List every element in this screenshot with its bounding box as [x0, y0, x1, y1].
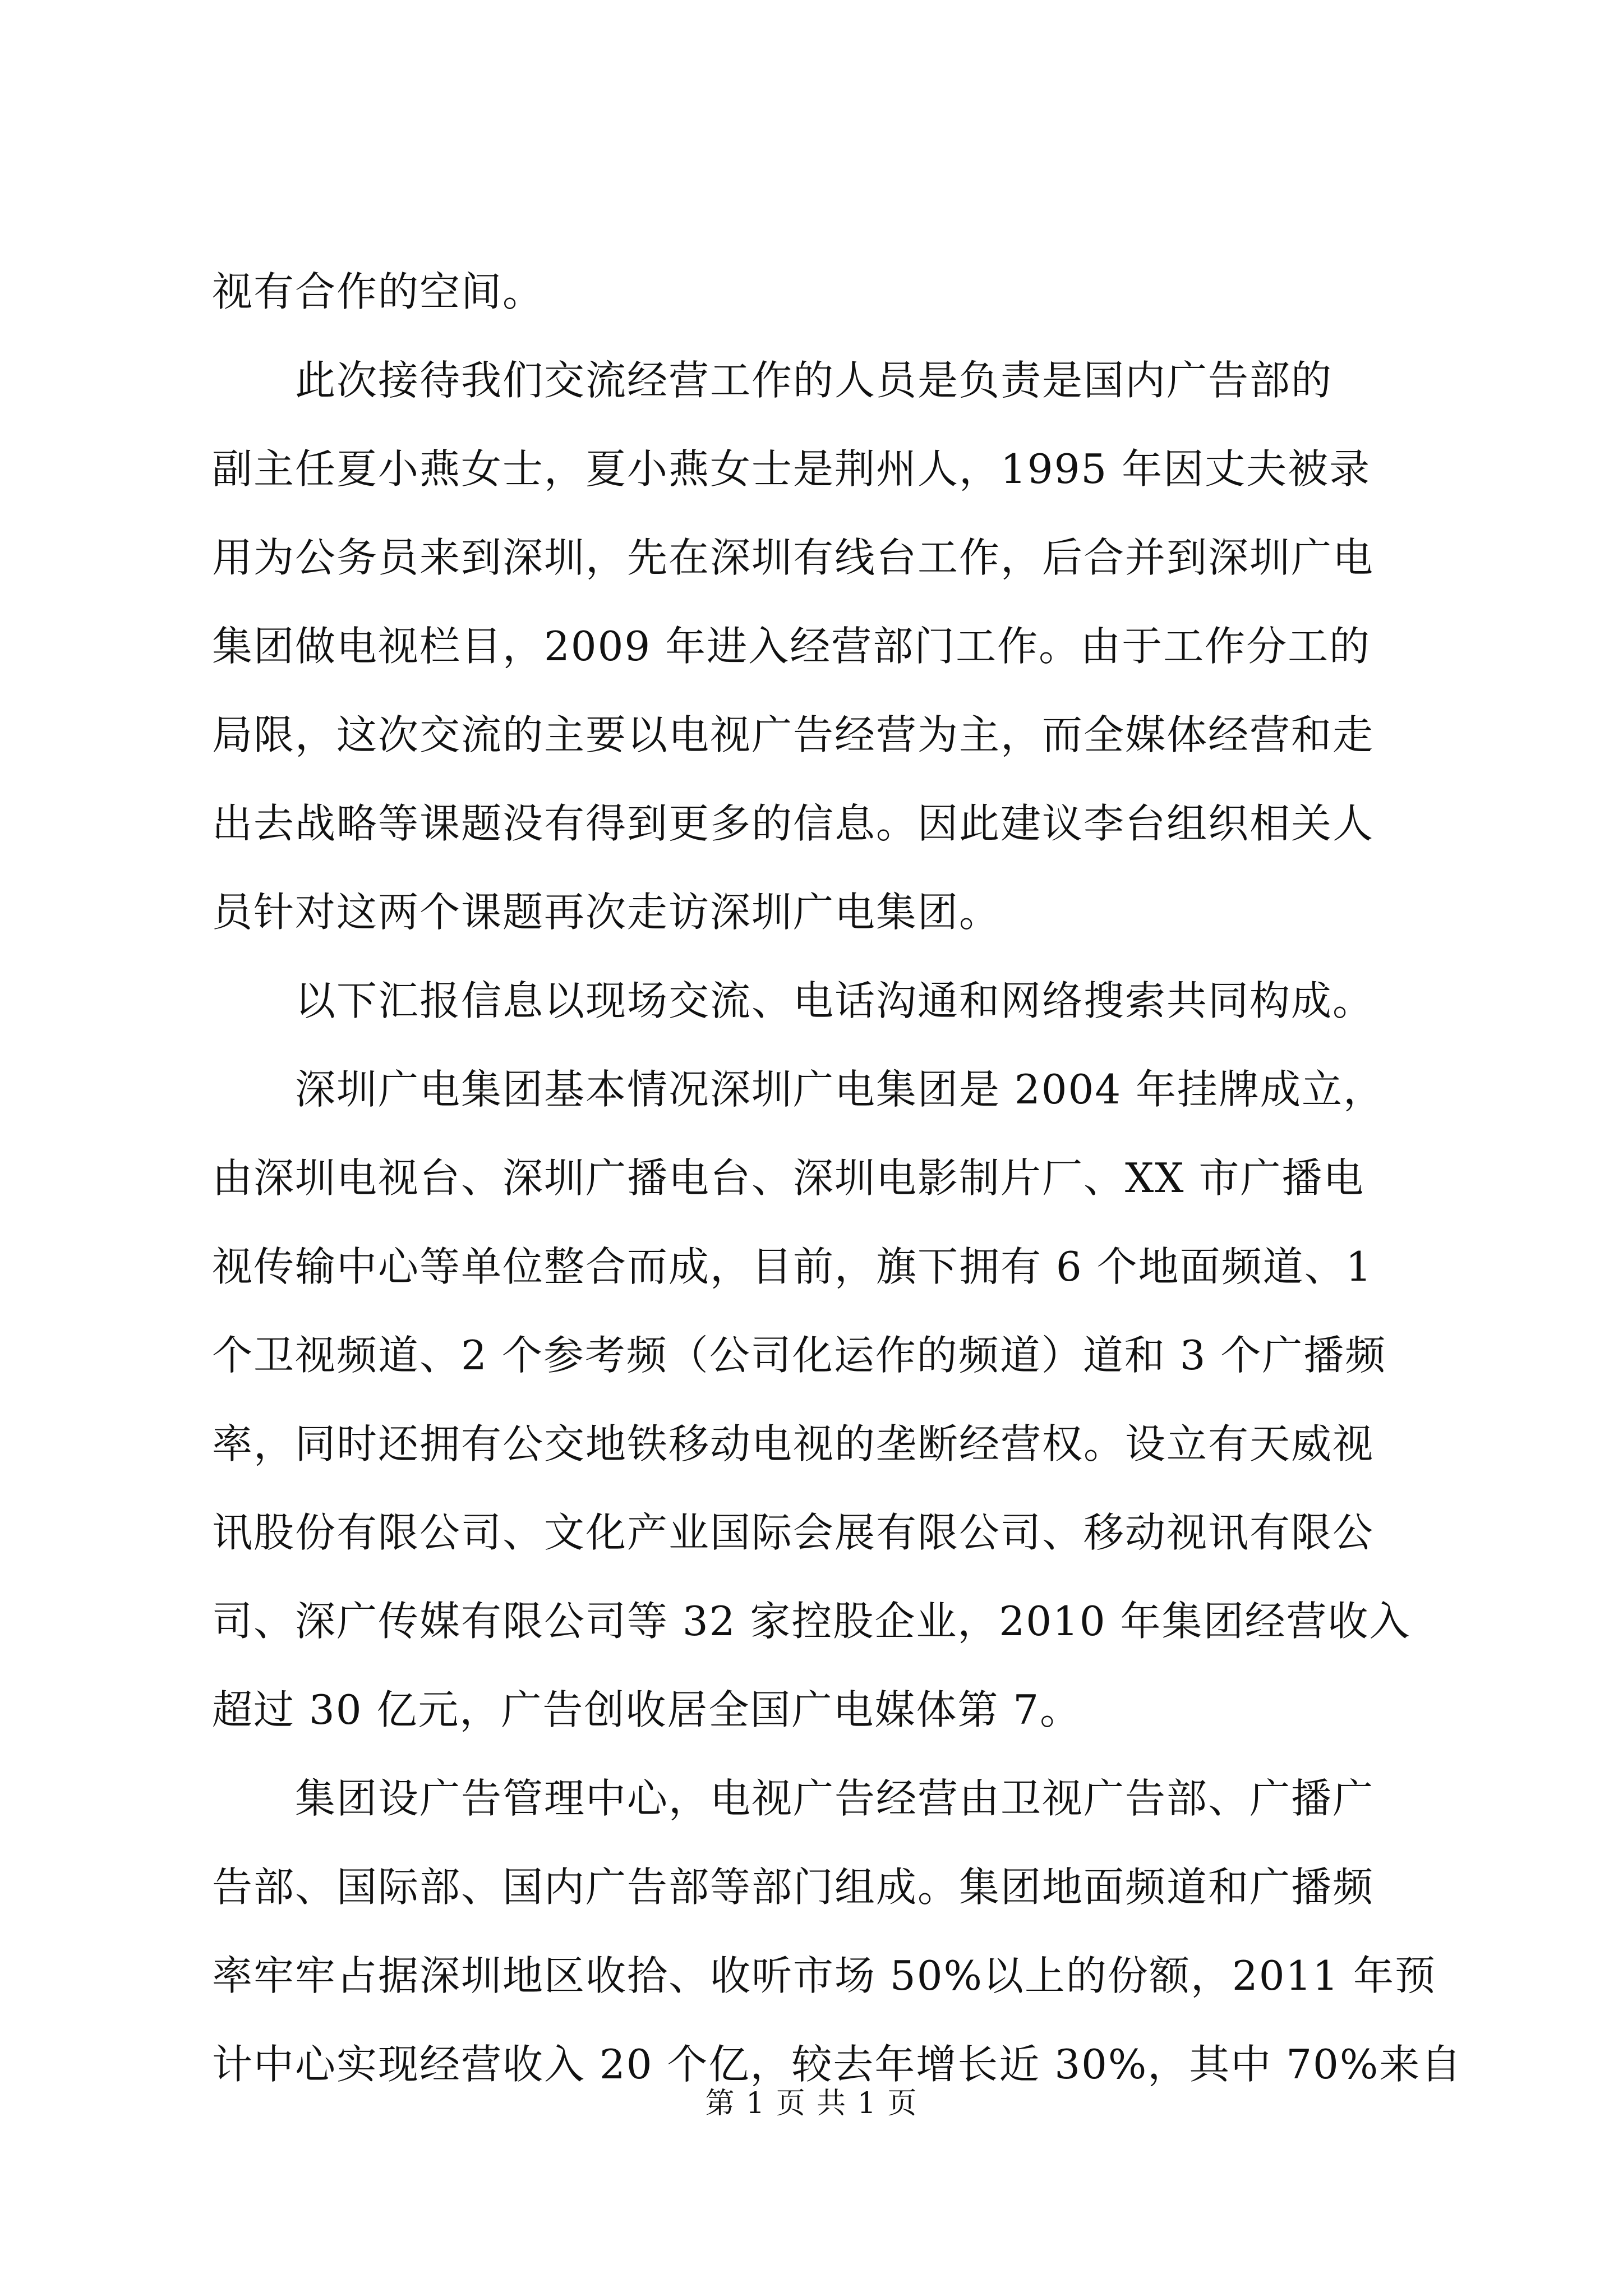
- text-line: 集团做电视栏目，2009 年进入经营部门工作。由于工作分工的: [212, 623, 1371, 670]
- text-line: 副主任夏小燕女士，夏小燕女士是荆州人，1995 年因丈夫被录: [212, 445, 1371, 493]
- text-line: 超过 30 亿元，广告创收居全国广电媒体第 7。: [212, 1686, 1082, 1733]
- text-line: 告部、国际部、国内广告部等部门组成。集团地面频道和广播频: [212, 1864, 1375, 1911]
- text-line: 出去战略等课题没有得到更多的信息。因此建议李台组织相关人: [212, 800, 1375, 847]
- text-line: 司、深广传媒有限公司等 32 家控股企业，2010 年集团经营收入: [212, 1598, 1411, 1645]
- text-line: 由深圳电视台、深圳广播电台、深圳电影制片厂、XX 市广播电: [212, 1154, 1365, 1202]
- page-footer: 第 1 页 共 1 页: [705, 2087, 918, 2120]
- text-line: 讯股份有限公司、文化产业国际会展有限公司、移动视讯有限公: [212, 1509, 1375, 1556]
- text-line: 员针对这两个课题再次走访深圳广电集团。: [212, 889, 1001, 936]
- text-line: 率牢牢占据深圳地区收拾、收听市场 50%以上的份额，2011 年预: [212, 1952, 1437, 1999]
- text-line: 视传输中心等单位整合而成，目前，旗下拥有 6 个地面频道、1: [212, 1243, 1373, 1290]
- text-line: 个卫视频道、2 个参考频（公司化运作的频道）道和 3 个广播频: [212, 1332, 1387, 1379]
- text-line: 集团设广告管理中心，电视广告经营由卫视广告部、广播广: [295, 1775, 1375, 1822]
- text-line: 率，同时还拥有公交地铁移动电视的垄断经营权。设立有天威视: [212, 1420, 1375, 1467]
- text-line: 局限，这次交流的主要以电视广告经营为主，而全媒体经营和走: [212, 711, 1375, 758]
- text-line: 此次接待我们交流经营工作的人员是负责是国内广告部的: [295, 357, 1333, 404]
- text-line: 计中心实现经营收入 20 个亿，较去年增长近 30%，其中 70%来自: [212, 2041, 1463, 2088]
- text-line: 深圳广电集团基本情况深圳广电集团是 2004 年挂牌成立，: [295, 1066, 1385, 1113]
- text-line: 视有合作的空间。: [212, 268, 545, 315]
- text-line: 以下汇报信息以现场交流、电话沟通和网络搜索共同构成。: [295, 977, 1375, 1024]
- text-line: 用为公务员来到深圳，先在深圳有线台工作，后合并到深圳广电: [212, 534, 1375, 581]
